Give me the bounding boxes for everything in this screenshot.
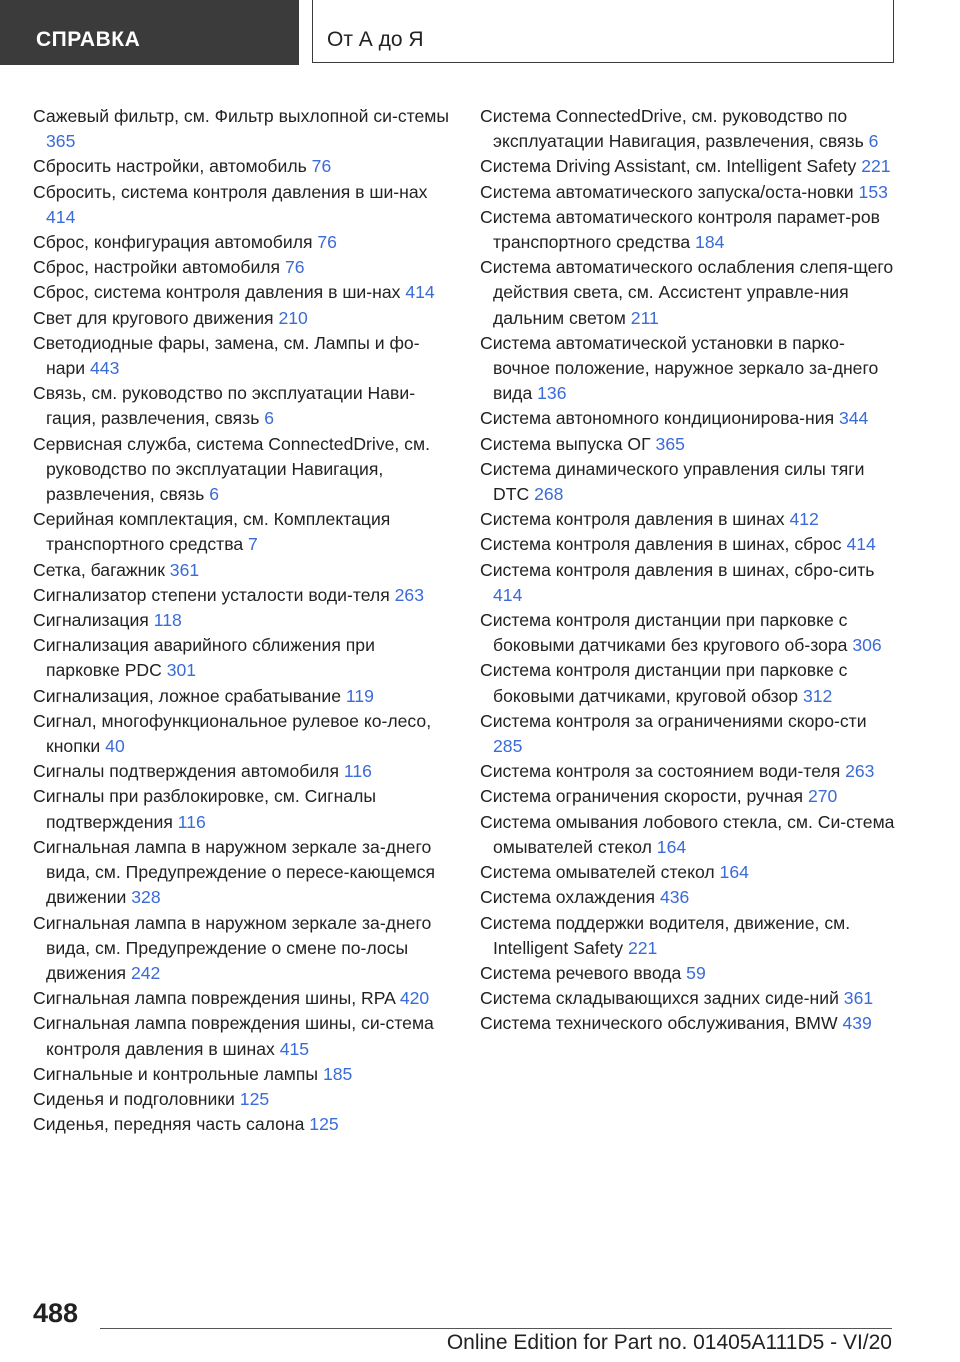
index-entry-text: Сигнальная лампа в наружном зеркале за-днего вида, см. Предупреждение о пересе-кающемся движении — [33, 836, 436, 908]
page-link[interactable]: 263 — [845, 761, 875, 782]
index-entry — [480, 759, 900, 784]
index-entry — [480, 658, 900, 708]
index-entry — [480, 104, 900, 154]
footer-edition: Online Edition for Part no. 01405A111D5 - VI/20 — [446, 1331, 892, 1354]
page-link[interactable]: 361 — [843, 988, 874, 1009]
index-entry-text: Сервисная служба, система ConnectedDrive, см. руководство по эксплуатации Навигация, развлечения, связь — [33, 433, 430, 505]
index-entry — [480, 961, 900, 986]
index-entry — [480, 331, 900, 407]
page-link[interactable]: 153 — [858, 181, 888, 202]
page-link[interactable]: 76 — [311, 156, 332, 177]
index-entry — [33, 104, 453, 154]
index-entry-text: Система речевого ввода — [480, 962, 682, 983]
index-entry-text: Светодиодные фары, замена, см. Лампы и фо-нари — [33, 332, 420, 379]
index-entry-text: Сигнализация — [33, 610, 149, 631]
index-entry-text: Сбросить, система контроля давления в ши-нах — [33, 181, 428, 202]
page-link[interactable]: 365 — [46, 131, 76, 152]
index-entry — [33, 331, 453, 381]
index-entry-text: Система ConnectedDrive, см. руководство по эксплуатации Навигация, развлечения, связь — [480, 106, 864, 152]
index-entry-text: Сигнал, многофункциональное рулевое ко-лесо, кнопки — [33, 710, 432, 757]
index-entry-text: Система автономного кондиционирова-ния — [480, 408, 835, 429]
index-entry-text: Система технического обслуживания, BMW — [480, 1013, 838, 1034]
index-entry-text: Система автоматического ослабления слепя-щего действия света, см. Ассистент управле-ния дальним светом — [480, 257, 894, 328]
index-entry-text: Сиденья, передняя часть салона — [33, 1114, 305, 1135]
index-entry — [480, 255, 900, 331]
page-link[interactable]: 268 — [534, 484, 564, 505]
index-entry — [480, 532, 900, 557]
page-link[interactable]: 414 — [846, 534, 876, 555]
index-entry-text: Система Driving Assistant, см. Intelligent Safety — [480, 156, 857, 177]
index-entry — [33, 986, 453, 1011]
index-entry-text: Система контроля за ограничениями скоро-сти — [480, 710, 867, 731]
index-entry — [480, 709, 900, 759]
index-entry-text: Сигналы подтверждения автомобиля — [33, 761, 339, 782]
page-number: 488 — [33, 1298, 79, 1328]
index-entry-text: Сигналы при разблокировке, см. Сигналы подтверждения — [33, 786, 376, 832]
index-entry — [33, 835, 453, 911]
page-link[interactable]: 6 — [209, 484, 220, 505]
index-entry-text: Система контроля дистанции при парковке с боковыми датчиками, круговой обзор — [480, 660, 848, 706]
index-entry — [480, 432, 900, 457]
index-entry — [480, 180, 900, 205]
page-link[interactable]: 136 — [537, 383, 567, 404]
index-entry-text: Система омывателей стекол — [480, 862, 715, 883]
index-entry-text: Система ограничения скорости, ручная — [480, 786, 804, 807]
page-link[interactable]: 211 — [630, 307, 659, 328]
page-link[interactable]: 116 — [343, 761, 372, 782]
index-entry — [33, 1011, 453, 1061]
index-entry-text: Сброс, система контроля давления в ши-нах — [33, 282, 401, 303]
index-entry-text: Система контроля давления в шинах, сброс — [480, 534, 842, 555]
index-entry — [480, 154, 900, 179]
page-link[interactable]: 184 — [695, 232, 725, 253]
index-entry — [480, 608, 900, 658]
index-entry-text: Система контроля давления в шинах — [480, 509, 785, 530]
index-entry — [33, 684, 453, 709]
index-entry-text: Сигнализация аварийного сближения при парковке PDC — [33, 635, 375, 681]
page-link[interactable]: 210 — [278, 307, 308, 328]
index-entry — [33, 507, 453, 557]
page-link[interactable]: 414 — [493, 584, 523, 605]
index-entry-text: Система автоматического запуска/оста-новки — [480, 181, 854, 202]
page-link[interactable]: 365 — [655, 433, 685, 454]
page-link[interactable]: 125 — [239, 1088, 270, 1109]
index-entry-text: Серийная комплектация, см. Комплектация транспортного средства — [33, 509, 391, 555]
index-entry-text: Система омывания лобового стекла, см. Си-стема омывателей стекол — [480, 811, 895, 857]
footer-divider — [100, 1328, 892, 1329]
index-entry — [480, 457, 900, 507]
page-link[interactable]: 361 — [169, 559, 200, 580]
index-entry-text: Система динамического управления силы тяги DTC — [480, 458, 865, 505]
page-link[interactable]: 119 — [345, 685, 374, 706]
index-column-left — [33, 104, 453, 1137]
index-entry-text: Сброс, настройки автомобиля — [33, 257, 281, 278]
page-link[interactable]: 270 — [807, 786, 838, 807]
index-entry-text: Система контроля дистанции при парковке с боковыми датчиками без кругового об-зора — [480, 610, 848, 656]
page-link[interactable]: 6 — [264, 408, 275, 429]
page-link[interactable]: 116 — [177, 811, 206, 832]
subsection-title: От А до Я — [327, 28, 424, 51]
index-entry — [480, 507, 900, 532]
page-link[interactable]: 414 — [46, 206, 76, 227]
page-link[interactable]: 285 — [493, 736, 523, 757]
index-entry-text: Система автоматической установки в парко-вочное положение, наружное зеркало за-днего вида — [480, 332, 879, 404]
index-entry-text: Сигнальная лампа повреждения шины, RPA — [33, 988, 395, 1009]
index-entry — [33, 608, 453, 633]
index-entry — [480, 558, 900, 608]
index-entry — [33, 1062, 453, 1087]
index-entry — [480, 1011, 900, 1036]
page-link[interactable]: 443 — [90, 358, 120, 379]
index-entry — [480, 860, 900, 885]
page-link[interactable]: 328 — [131, 887, 161, 908]
index-entry — [33, 381, 453, 431]
index-entry-text: Связь, см. руководство по эксплуатации Нави-гация, развлечения, связь — [33, 383, 416, 429]
page-link[interactable]: 6 — [868, 131, 879, 152]
index-entry — [33, 180, 453, 230]
index-entry — [480, 911, 900, 961]
index-entry — [480, 784, 900, 809]
page-link[interactable]: 436 — [659, 887, 690, 908]
index-entry-text: Сигнализация, ложное срабатывание — [33, 685, 342, 706]
index-entry — [33, 154, 453, 179]
page-link[interactable]: 306 — [852, 635, 882, 656]
section-tab — [0, 0, 299, 65]
page-link[interactable]: 415 — [279, 1038, 310, 1059]
page-link[interactable]: 242 — [130, 962, 161, 983]
index-entry-text: Свет для кругового движения — [33, 307, 274, 328]
index-entry-text: Сигнальная лампа повреждения шины, си-стема контроля давления в шинах — [33, 1013, 434, 1059]
page-link[interactable]: 221 — [627, 937, 658, 958]
page-link[interactable]: 344 — [838, 408, 869, 429]
index-entry-text: Система контроля за состоянием води-теля — [480, 761, 841, 782]
index-entry — [480, 885, 900, 910]
page-link[interactable]: 221 — [861, 156, 891, 177]
index-entry-text: Сбросить настройки, автомобиль — [33, 156, 307, 177]
index-entry-text: Система выпуска ОГ — [480, 433, 651, 454]
index-entry-text: Система контроля давления в шинах, сбро-сить — [480, 559, 875, 580]
page-link[interactable]: 301 — [166, 660, 197, 681]
index-entry — [33, 432, 453, 508]
page-link[interactable]: 7 — [248, 534, 258, 555]
page-link[interactable]: 164 — [719, 862, 749, 883]
page-link[interactable]: 118 — [153, 610, 182, 631]
index-entry — [480, 986, 900, 1011]
page-link[interactable]: 40 — [105, 736, 125, 757]
index-entry — [33, 1087, 453, 1112]
page-link[interactable]: 312 — [802, 685, 833, 706]
page-link[interactable]: 59 — [686, 962, 706, 983]
index-entry — [480, 205, 900, 255]
index-entry-text: Система охлаждения — [480, 887, 656, 908]
page-link[interactable]: 412 — [789, 509, 819, 530]
index-entry-text: Система автоматического контроля парамет-ров транспортного средства — [480, 206, 880, 253]
index-entry — [33, 583, 453, 608]
page-link[interactable]: 125 — [309, 1114, 339, 1135]
index-entry — [33, 1112, 453, 1137]
page-link[interactable]: 414 — [405, 282, 435, 303]
index-entry-text: Система поддержки водителя, движение, см. Intelligent Safety — [480, 912, 851, 958]
index-column-right — [480, 104, 900, 1037]
index-entry-text: Сетка, багажник — [33, 559, 165, 580]
index-entry — [33, 230, 453, 255]
index-entry-text: Сигнальная лампа в наружном зеркале за-днего вида, см. Предупреждение о смене по-лосы движения — [33, 912, 432, 983]
page-link[interactable]: 76 — [317, 232, 337, 253]
section-title: СПРАВКА — [36, 28, 141, 51]
index-entry — [33, 784, 453, 834]
page-link[interactable]: 76 — [284, 257, 305, 278]
page-link[interactable]: 439 — [842, 1013, 872, 1034]
index-entry-text: Сиденья и подголовники — [33, 1088, 235, 1109]
page-link[interactable]: 164 — [656, 836, 687, 857]
index-entry — [480, 810, 900, 860]
index-entry-text: Сигнализатор степени усталости води-теля — [33, 584, 390, 605]
index-entry — [33, 280, 453, 305]
index-entry — [33, 306, 453, 331]
page-link[interactable]: 185 — [322, 1063, 353, 1084]
index-entry — [33, 759, 453, 784]
page-link[interactable]: 263 — [394, 584, 424, 605]
index-entry — [33, 558, 453, 583]
index-entry — [33, 255, 453, 280]
index-entry — [33, 633, 453, 683]
index-entry — [33, 709, 453, 759]
subsection-tab — [312, 0, 894, 63]
index-entry — [480, 406, 900, 431]
index-entry — [33, 911, 453, 987]
index-entry-text: Сигнальные и контрольные лампы — [33, 1063, 319, 1084]
page-link[interactable]: 420 — [399, 988, 430, 1009]
index-entry-text: Сброс, конфигурация автомобиля — [33, 232, 313, 253]
index-entry-text: Сажевый фильтр, см. Фильтр выхлопной си-стемы — [33, 106, 450, 126]
index-entry-text: Система складывающихся задних сиде-ний — [480, 988, 839, 1009]
